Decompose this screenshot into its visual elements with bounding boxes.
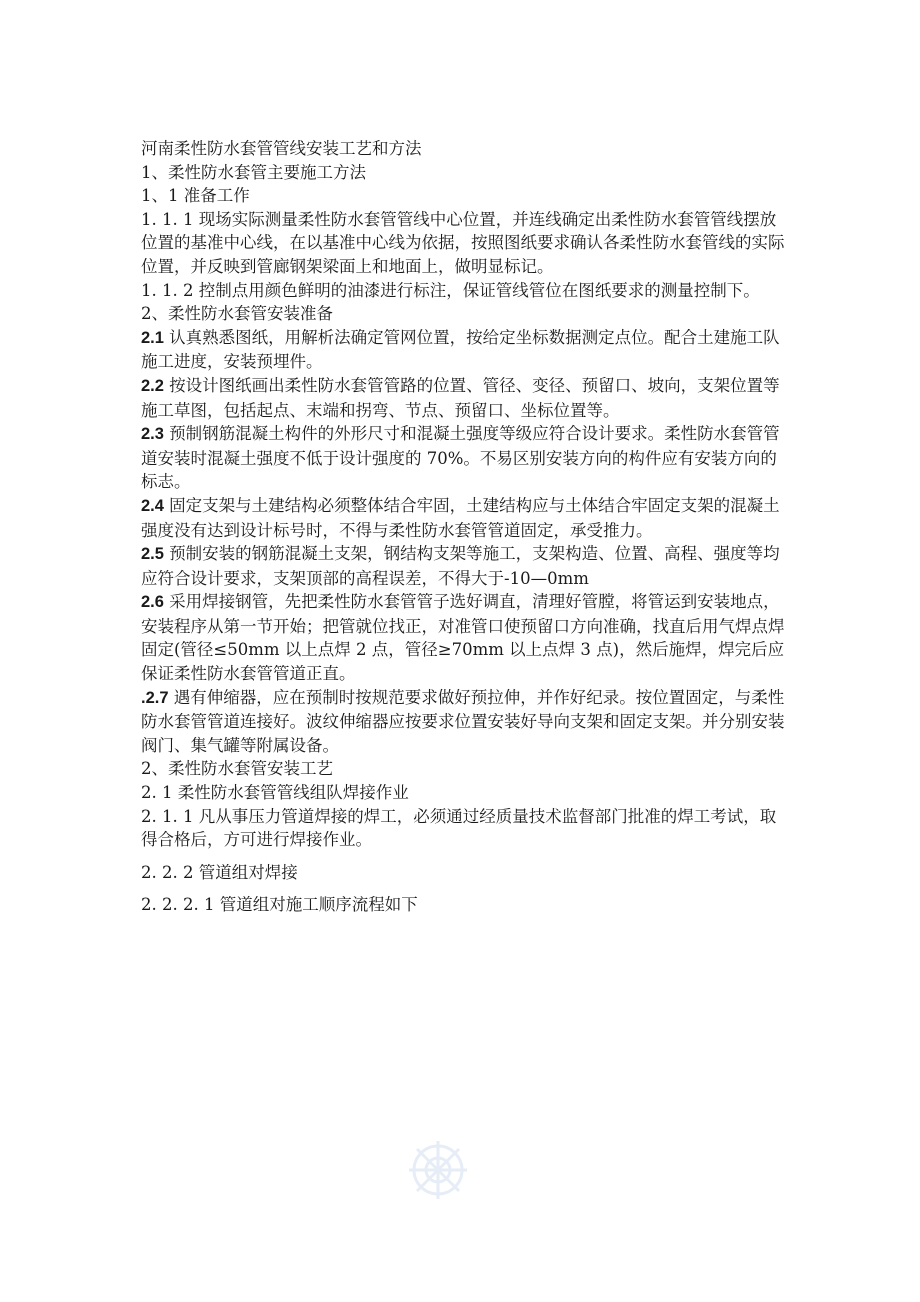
numbered-paragraph: 2.5 预制安装的钢筋混凝土支架，钢结构支架等施工，支架构造、位置、高程、强度等均应符合设计要求，支架顶部的高程误差，不得大于-10—0mm xyxy=(141,544,780,588)
numbered-paragraph: 2.6 采用焊接钢管，先把柔性防水套管管子选好调直，清理好管膛，将管运到安装地点，安装程序从第一节开始；把管就位找正，对准管口使预留口方向准确，找直后用气焊点焊固定(管径≤50mm 以上点焊 2 点，管径≥70mm 以上点焊 3 点)，然后施焊，焊完后应保证柔性防水套管管道正直。 xyxy=(141,592,785,684)
section-heading: 2、柔性防水套管安装准备 xyxy=(141,304,333,324)
paragraph-number: 2.2 xyxy=(141,376,164,395)
document-body xyxy=(141,137,791,917)
subsection-heading: 2. 1 柔性防水套管管线组队焊接作业 xyxy=(141,783,409,803)
paragraph-number: 2.1 xyxy=(141,328,164,347)
numbered-paragraph: 2.3 预制钢筋混凝土构件的外形尺寸和混凝土强度等级应符合设计要求。柔性防水套管管道安装时混凝土强度不低于设计强度的 70%。不易区别安装方向的构件应有安装方向的标志。 xyxy=(141,424,780,492)
paragraph: 1. 1. 1 现场实际测量柔性防水套管管线中心位置，并连线确定出柔性防水套管管线摆放位置的基准中心线，在以基准中心线为依据，按照图纸要求确认各柔性防水套管线的实际位置，并反映到管廊钢架梁面上和地面上，做明显标记。 xyxy=(141,209,785,276)
paragraph-number: .2.7 xyxy=(141,688,169,707)
subsection-heading: 2. 2. 2. 1 管道组对施工顺序流程如下 xyxy=(141,895,418,915)
paragraph-number: 2.5 xyxy=(141,545,164,564)
numbered-paragraph: .2.7 遇有伸缩器，应在预制时按规范要求做好预拉伸，并作好纪录。按位置固定，与柔性防水套管管道连接好。波纹伸缩器应按要求位置安装好导向支架和固定支架。并分别安装阀门、集气罐等附属设备。 xyxy=(141,687,785,755)
document-title: 河南柔性防水套管管线安装工艺和方法 xyxy=(141,139,422,158)
section-heading: 2、柔性防水套管安装工艺 xyxy=(141,759,333,779)
snowflake-watermark-icon xyxy=(405,1137,471,1203)
paragraph-number: 2.6 xyxy=(141,593,164,612)
subsection-heading: 1、1 准备工作 xyxy=(141,186,250,206)
paragraph-number: 2.3 xyxy=(141,425,164,444)
paragraph-number: 2.4 xyxy=(141,496,164,515)
paragraph: 1. 1. 2 控制点用颜色鲜明的油漆进行标注，保证管线管位在图纸要求的测量控制下。 xyxy=(141,280,760,300)
paragraph: 2. 1. 1 凡从事压力管道焊接的焊工，必须通过经质量技术监督部门批准的焊工考试，取得合格后，方可进行焊接作业。 xyxy=(141,806,777,850)
subsection-heading: 2. 2. 2 管道组对焊接 xyxy=(141,862,298,882)
section-heading: 1、柔性防水套管主要施工方法 xyxy=(141,162,366,182)
numbered-paragraph: 2.2 按设计图纸画出柔性防水套管管路的位置、管径、变径、预留口、坡向，支架位置等施工草图，包括起点、末端和拐弯、节点、预留口、坐标位置等。 xyxy=(141,375,780,420)
numbered-paragraph: 2.4 固定支架与土建结构必须整体结合牢固，土建结构应与土体结合牢固定支架的混凝土强度没有达到设计标号时，不得与柔性防水套管管道固定，承受推力。 xyxy=(141,495,780,540)
numbered-paragraph: 2.1 认真熟悉图纸，用解析法确定管网位置，按给定坐标数据测定点位。配合土建施工队施工进度，安装预埋件。 xyxy=(141,327,780,372)
